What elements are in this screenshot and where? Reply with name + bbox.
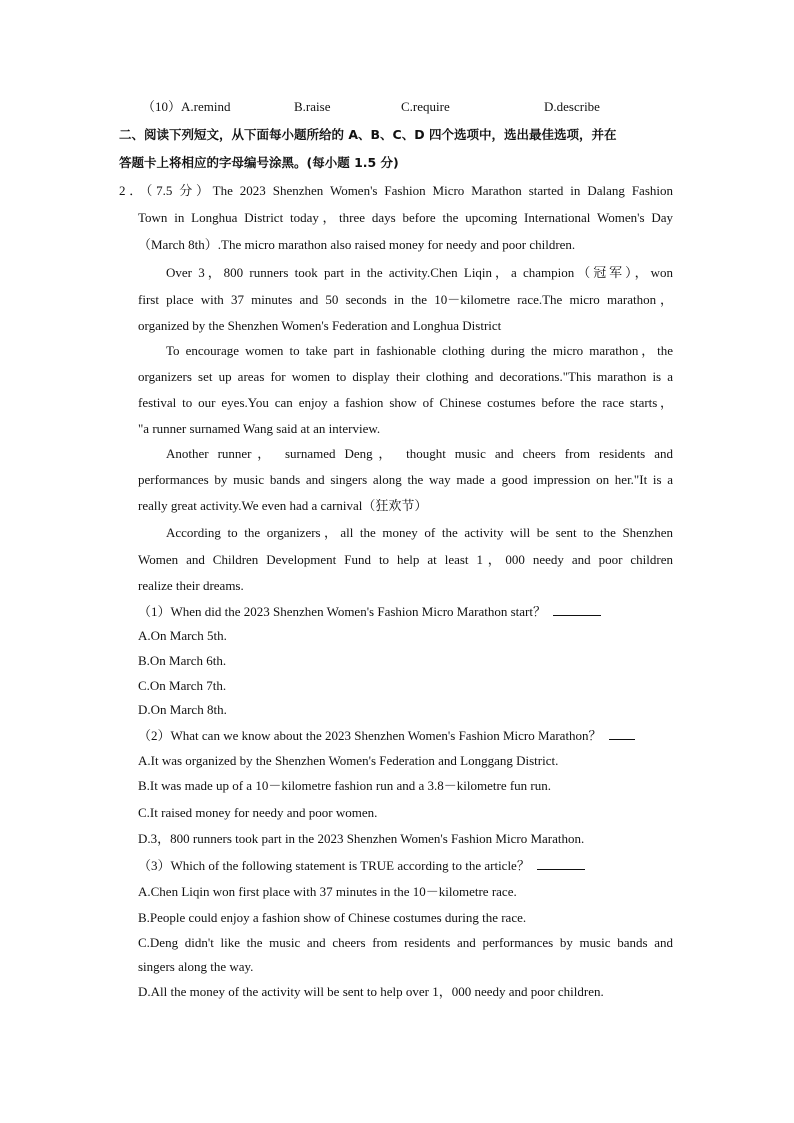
q10-option-d: D.describe xyxy=(544,99,600,114)
question-1-option-a: A.On March 5th. xyxy=(138,628,227,643)
passage-p3-line-4: "a runner surnamed Wang said at an interview. xyxy=(138,421,381,436)
passage-p3-line-1: To encourage women to take part in fashionable clothing during the micro marathon，the xyxy=(166,343,673,358)
q10-option-c: C.require xyxy=(401,99,450,114)
passage-p1-line-1: 2．（7.5 分）The 2023 Shenzhen Women's Fashion Micro Marathon started in Dalang Fashion xyxy=(119,183,673,198)
passage-p5-line-2: Women and Children Development Fund to help at least 1，000 needy and poor children xyxy=(138,552,673,567)
question-3-text: （3）Which of the following statement is TRUE according to the article？ xyxy=(138,858,530,873)
question-2-option-b: B.It was made up of a 10－kilometre fashion run and a 3.8－kilometre fun run. xyxy=(138,778,552,793)
passage-p2-line-1: Over 3，800 runners took part in the activity.Chen Liqin，a champion（冠军），won xyxy=(166,265,673,280)
question-1-option-b: B.On March 6th. xyxy=(138,653,227,668)
question-3-option-a: A.Chen Liqin won first place with 37 minutes in the 10－kilometre race. xyxy=(138,884,517,899)
question-3-option-c-cont: singers along the way. xyxy=(138,959,254,974)
question-1-text: （1）When did the 2023 Shenzhen Women's Fashion Micro Marathon start？ xyxy=(138,604,546,619)
passage-p4-line-1: Another runner， surnamed Deng， thought music and cheers from residents and xyxy=(166,446,673,461)
q10-option-a: A.remind xyxy=(181,99,231,114)
answer-blank[interactable] xyxy=(537,857,585,870)
passage-p3-line-2: organizers set up areas for women to display their clothing and decorations."This marathon is a xyxy=(138,369,673,384)
question-2-option-a: A.It was organized by the Shenzhen Women's Federation and Longgang District. xyxy=(138,753,559,768)
q10-option-b: B.raise xyxy=(294,99,331,114)
passage-p4-line-2: performances by music bands and singers along the way made a good impression on her."It is a xyxy=(138,472,673,487)
answer-blank[interactable] xyxy=(609,727,635,740)
passage-p2-line-2: first place with 37 minutes and 50 seconds in the 10－kilometre race.The micro marathon， xyxy=(138,292,673,307)
section-heading-line-2: 答题卡上将相应的字母编号涂黑。(每小题 1.5 分) xyxy=(119,155,399,170)
passage-p1-line-2: Town in Longhua District today，three days before the upcoming International Women's Day xyxy=(138,210,673,225)
passage-p5-line-3: realize their dreams. xyxy=(138,578,244,593)
question-3-option-d: D.All the money of the activity will be sent to help over 1，000 needy and poor children. xyxy=(138,984,604,999)
question-3-option-c: C.Deng didn't like the music and cheers from residents and performances by music bands and xyxy=(138,935,673,950)
q10-number: （10） xyxy=(142,99,182,114)
passage-p2-line-3: organized by the Shenzhen Women's Federation and Longhua District xyxy=(138,318,502,333)
question-1-option-c: C.On March 7th. xyxy=(138,678,227,693)
passage-p3-line-3: festival to our eyes.You can enjoy a fashion show of Chinese costumes before the race starts， xyxy=(138,395,673,410)
answer-blank[interactable] xyxy=(553,603,601,616)
question-2-option-c: C.It raised money for needy and poor women. xyxy=(138,805,378,820)
section-heading-line-1: 二、阅读下列短文，从下面每小题所给的 A、B、C、D 四个选项中，选出最佳选项，并在 xyxy=(119,127,617,142)
question-1-option-d: D.On March 8th. xyxy=(138,702,227,717)
question-2-option-d: D.3，800 runners took part in the 2023 Shenzhen Women's Fashion Micro Marathon. xyxy=(138,831,585,846)
question-2-text: （2）What can we know about the 2023 Shenzhen Women's Fashion Micro Marathon？ xyxy=(138,728,602,743)
q10-row xyxy=(142,99,230,115)
passage-p5-line-1: According to the organizers，all the money of the activity will be sent to the Shenzhen xyxy=(166,525,673,540)
passage-p1-line-3: （March 8th）.The micro marathon also raised money for needy and poor children. xyxy=(138,237,576,252)
question-3-stem xyxy=(138,857,585,874)
passage-p4-line-3: really great activity.We even had a carnival（狂欢节） xyxy=(138,498,428,513)
question-2-stem xyxy=(138,727,635,744)
question-1-stem xyxy=(138,603,601,620)
question-3-option-b: B.People could enjoy a fashion show of Chinese costumes during the race. xyxy=(138,910,527,925)
